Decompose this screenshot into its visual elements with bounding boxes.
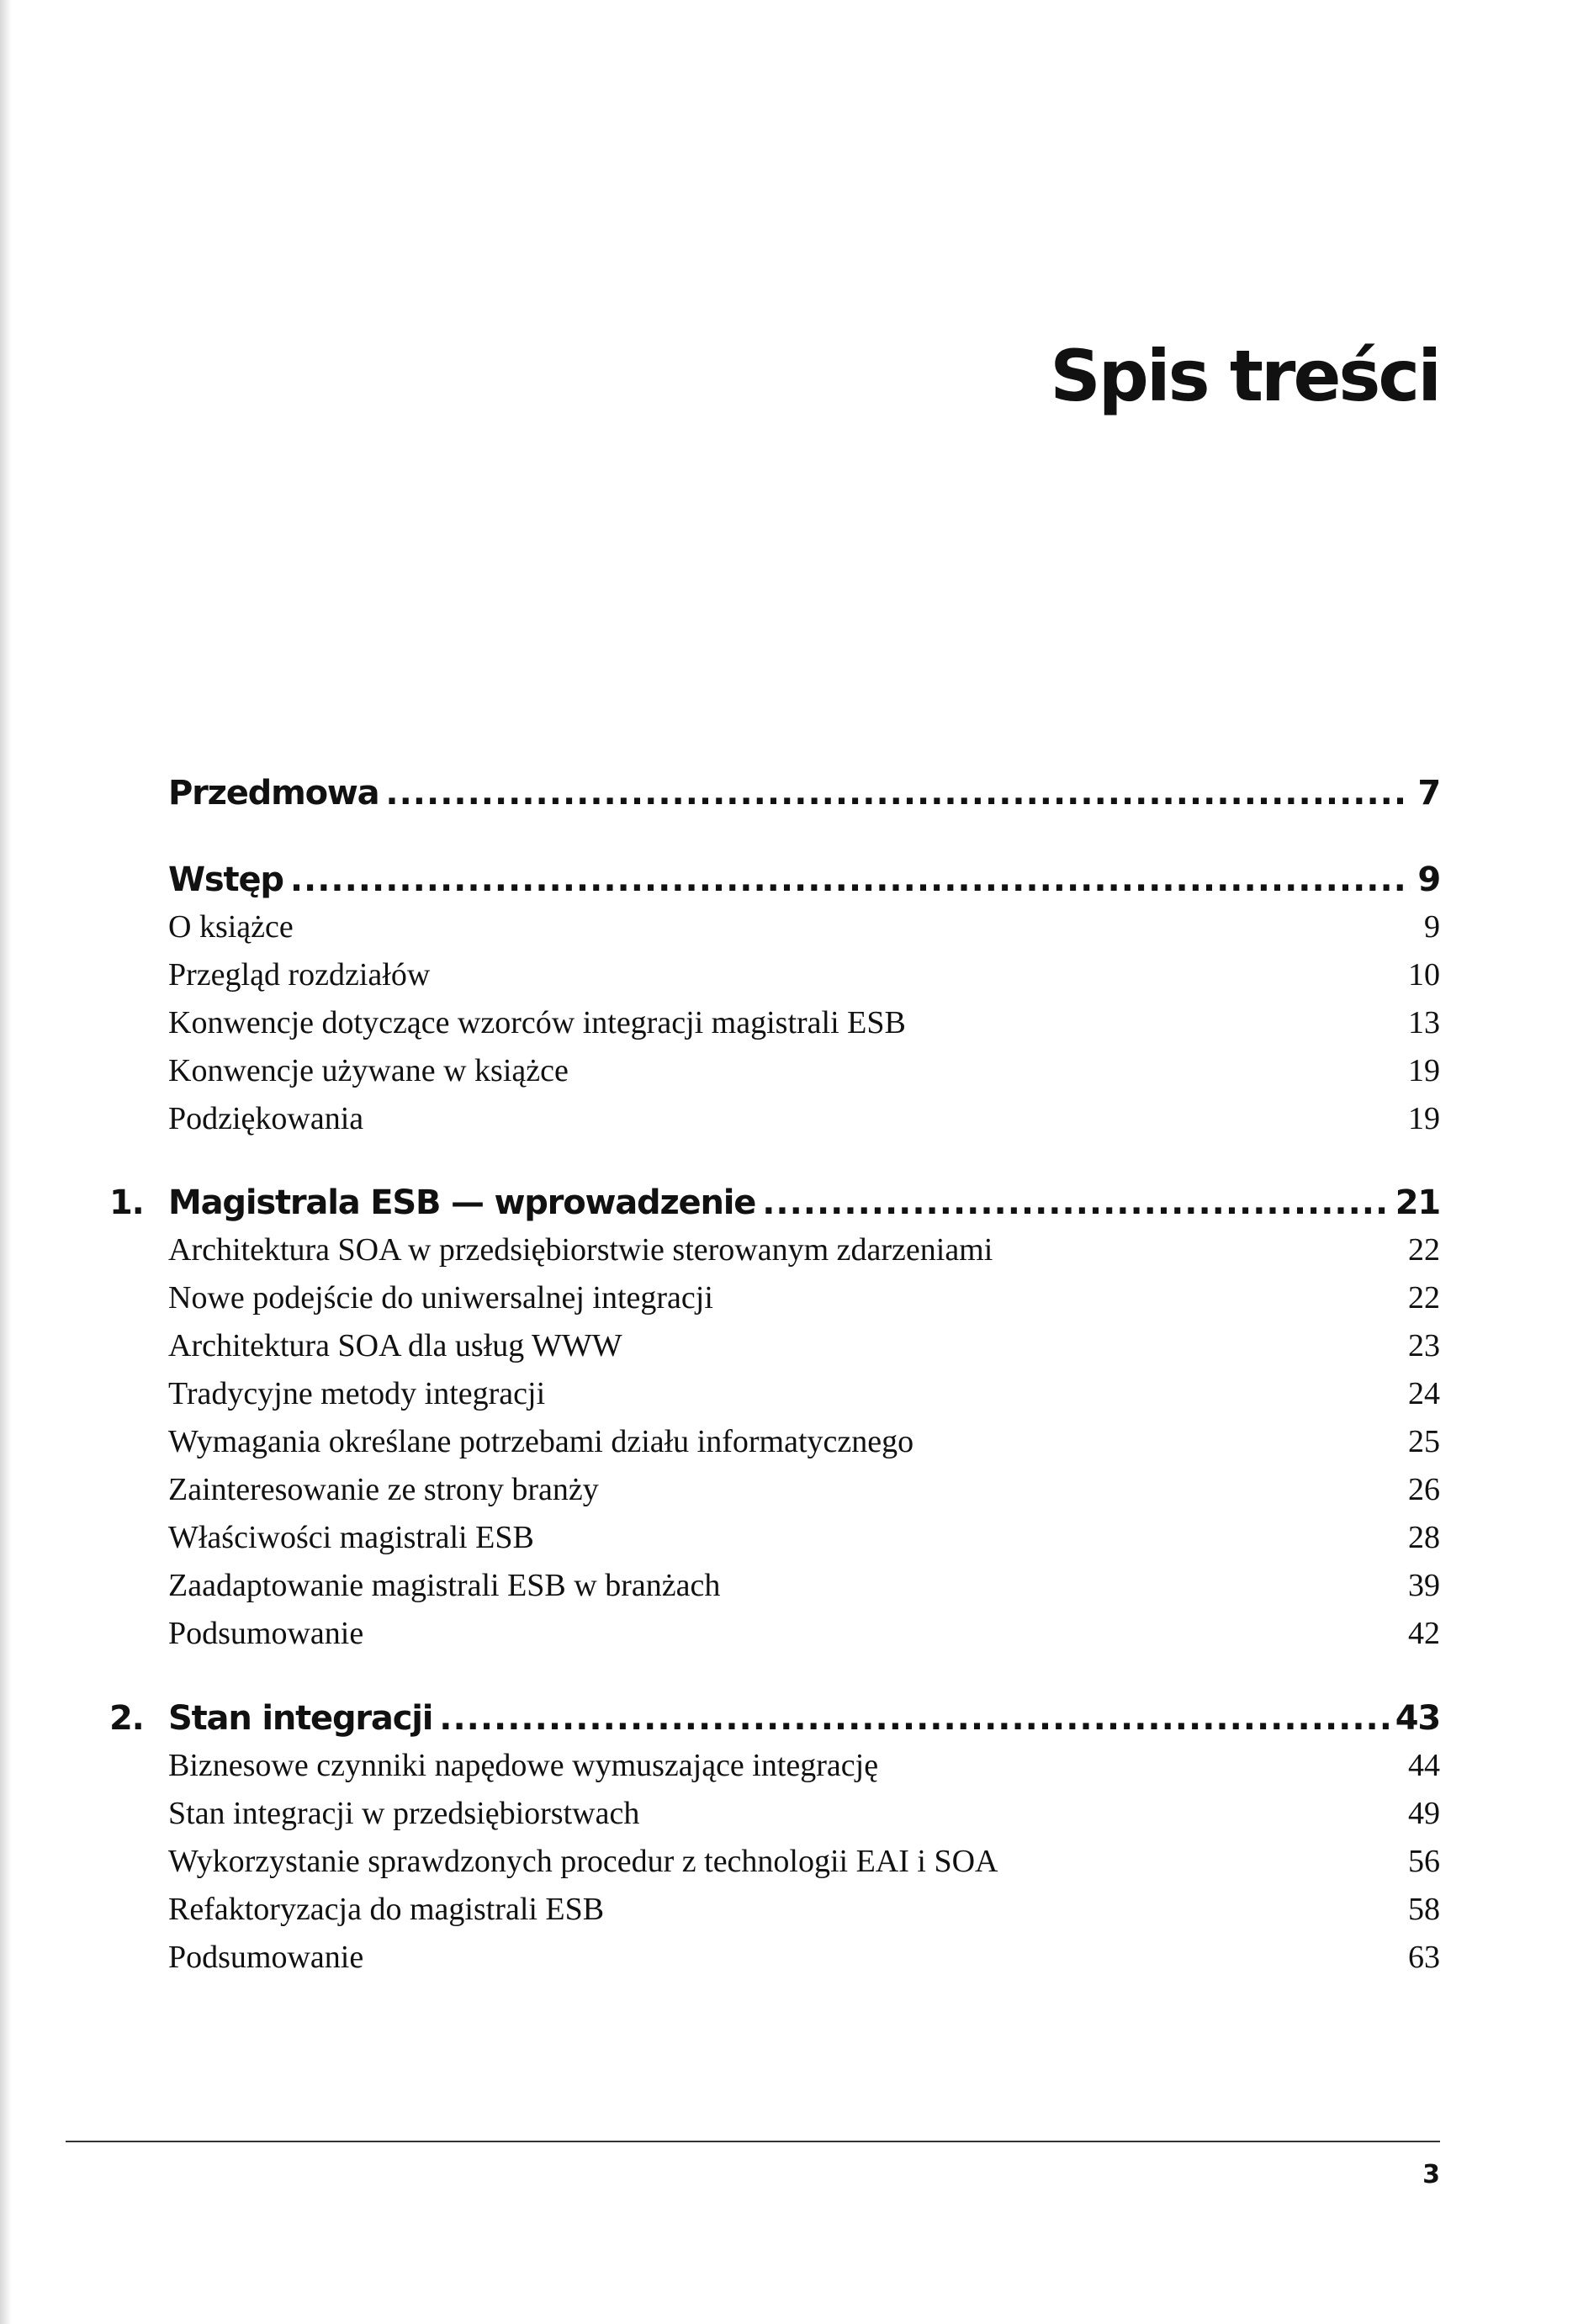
toc-entry[interactable] bbox=[168, 1471, 1440, 1508]
chapter-number: 2. bbox=[109, 1699, 144, 1738]
entry-page: 24 bbox=[1408, 1376, 1440, 1411]
entry-page: 19 bbox=[1408, 1053, 1440, 1088]
entry-page: 25 bbox=[1408, 1424, 1440, 1459]
toc-entry[interactable] bbox=[168, 1327, 1440, 1364]
entry-page: 9 bbox=[1424, 909, 1440, 945]
section-title: Stan integracji bbox=[168, 1699, 433, 1738]
page-edge-shadow bbox=[0, 0, 12, 2324]
entry-title: Podsumowanie bbox=[168, 1940, 364, 1975]
page-number: 3 bbox=[1422, 2160, 1440, 2189]
dot-leader bbox=[290, 860, 1411, 899]
entry-page: 22 bbox=[1408, 1280, 1440, 1316]
chapter-number: 1. bbox=[109, 1183, 144, 1222]
entry-title: Architektura SOA w przedsiębiorstwie sterowanym zdarzeniami bbox=[168, 1232, 993, 1268]
entry-page: 44 bbox=[1408, 1748, 1440, 1783]
toc-entry[interactable] bbox=[168, 1279, 1440, 1316]
toc-section-heading[interactable] bbox=[168, 774, 1440, 813]
entry-page: 58 bbox=[1408, 1892, 1440, 1927]
toc-chapter-heading[interactable] bbox=[109, 1183, 1440, 1222]
entry-page: 19 bbox=[1408, 1101, 1440, 1136]
toc-entry[interactable] bbox=[168, 1423, 1440, 1460]
toc-entry[interactable] bbox=[168, 1939, 1440, 1976]
entry-title: Podziękowania bbox=[168, 1101, 364, 1136]
entry-page: 56 bbox=[1408, 1844, 1440, 1879]
section-page: 21 bbox=[1395, 1183, 1440, 1222]
entry-page: 13 bbox=[1408, 1005, 1440, 1040]
section-page: 7 bbox=[1417, 774, 1440, 813]
entry-title: Przegląd rozdziałów bbox=[168, 957, 431, 993]
dot-leader bbox=[385, 774, 1411, 813]
dot-leader bbox=[439, 1699, 1388, 1738]
toc-entry[interactable] bbox=[168, 1004, 1440, 1041]
entry-title: O książce bbox=[168, 909, 294, 945]
toc-entry[interactable] bbox=[168, 1375, 1440, 1412]
entry-title: Konwencje dotyczące wzorców integracji magistrali ESB bbox=[168, 1005, 906, 1040]
entry-title: Wymagania określane potrzebami działu informatycznego bbox=[168, 1424, 914, 1459]
entry-title: Podsumowanie bbox=[168, 1616, 364, 1651]
toc-entry[interactable] bbox=[168, 1052, 1440, 1089]
entry-page: 26 bbox=[1408, 1472, 1440, 1507]
toc-entry[interactable] bbox=[168, 1567, 1440, 1604]
page-title: Spis treści bbox=[1050, 335, 1439, 417]
entry-title: Refaktoryzacja do magistrali ESB bbox=[168, 1892, 605, 1927]
entry-title: Nowe podejście do uniwersalnej integracji bbox=[168, 1280, 713, 1316]
toc-entry[interactable] bbox=[168, 1100, 1440, 1137]
toc-entry[interactable] bbox=[168, 1747, 1440, 1784]
toc-entry[interactable] bbox=[168, 1795, 1440, 1832]
entry-page: 39 bbox=[1408, 1568, 1440, 1603]
entry-page: 28 bbox=[1408, 1520, 1440, 1555]
section-title: Przedmowa bbox=[168, 774, 379, 813]
entry-title: Konwencje używane w książce bbox=[168, 1053, 569, 1088]
section-page: 43 bbox=[1395, 1699, 1440, 1738]
entry-page: 10 bbox=[1408, 957, 1440, 993]
entry-title: Stan integracji w przedsiębiorstwach bbox=[168, 1796, 640, 1831]
entry-title: Architektura SOA dla usług WWW bbox=[168, 1328, 622, 1363]
entry-page: 49 bbox=[1408, 1796, 1440, 1831]
entry-title: Zainteresowanie ze strony branży bbox=[168, 1472, 599, 1507]
entry-title: Właściwości magistrali ESB bbox=[168, 1520, 534, 1555]
entry-page: 23 bbox=[1408, 1328, 1440, 1363]
toc-entry[interactable] bbox=[168, 908, 1440, 945]
toc-entry[interactable] bbox=[168, 1891, 1440, 1928]
footer-rule bbox=[66, 2141, 1440, 2142]
entry-title: Tradycyjne metody integracji bbox=[168, 1376, 546, 1411]
toc-section-heading[interactable] bbox=[168, 860, 1440, 899]
toc-entry[interactable] bbox=[168, 1843, 1440, 1880]
entry-page: 22 bbox=[1408, 1232, 1440, 1268]
toc-entry[interactable] bbox=[168, 1231, 1440, 1268]
section-title: Wstęp bbox=[168, 860, 283, 899]
entry-page: 63 bbox=[1408, 1940, 1440, 1975]
section-page: 9 bbox=[1417, 860, 1440, 899]
entry-title: Zaadaptowanie magistrali ESB w branżach bbox=[168, 1568, 721, 1603]
toc-entry[interactable] bbox=[168, 1615, 1440, 1652]
entry-title: Biznesowe czynniki napędowe wymuszające integrację bbox=[168, 1748, 879, 1783]
toc-chapter-heading[interactable] bbox=[109, 1699, 1440, 1738]
toc-entry[interactable] bbox=[168, 956, 1440, 993]
toc-entry[interactable] bbox=[168, 1519, 1440, 1556]
entry-page: 42 bbox=[1408, 1616, 1440, 1651]
dot-leader bbox=[762, 1183, 1389, 1222]
section-title: Magistrala ESB — wprowadzenie bbox=[168, 1183, 756, 1222]
entry-title: Wykorzystanie sprawdzonych procedur z technologii EAI i SOA bbox=[168, 1844, 998, 1879]
